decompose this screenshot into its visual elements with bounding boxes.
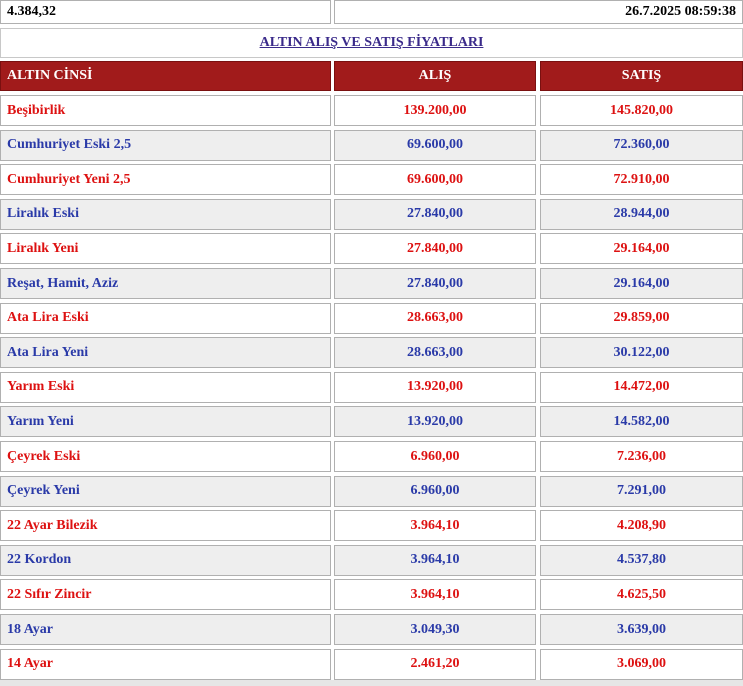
buy-price: 3.964,10 xyxy=(334,510,536,541)
sell-price: 29.859,00 xyxy=(540,303,743,334)
sell-price: 14.582,00 xyxy=(540,406,743,437)
sell-price: 3.069,00 xyxy=(540,649,743,680)
gold-type-name: Yarım Yeni xyxy=(0,406,331,437)
sell-price: 28.944,00 xyxy=(540,199,743,230)
top-left-value: 4.384,32 xyxy=(0,0,331,24)
gold-type-name: 22 Kordon xyxy=(0,545,331,576)
page-title xyxy=(0,28,743,58)
buy-price: 3.964,10 xyxy=(334,545,536,576)
sell-price: 30.122,00 xyxy=(540,337,743,368)
gold-type-name: Cumhuriyet Yeni 2,5 xyxy=(0,164,331,195)
header-buy: ALIŞ xyxy=(334,61,536,91)
buy-price: 3.964,10 xyxy=(334,579,536,610)
gold-type-name: Yarım Eski xyxy=(0,372,331,403)
gold-type-name: 18 Ayar xyxy=(0,614,331,645)
gold-type-name: Liralık Eski xyxy=(0,199,331,230)
buy-price: 28.663,00 xyxy=(334,337,536,368)
sell-price: 72.910,00 xyxy=(540,164,743,195)
buy-price: 27.840,00 xyxy=(334,233,536,264)
gold-type-name: Beşibirlik xyxy=(0,95,331,126)
gold-type-name: 14 Ayar xyxy=(0,649,331,680)
buy-price: 6.960,00 xyxy=(334,476,536,507)
sell-price: 29.164,00 xyxy=(540,233,743,264)
gold-type-name: Cumhuriyet Eski 2,5 xyxy=(0,130,331,161)
buy-price: 3.049,30 xyxy=(334,614,536,645)
buy-price: 13.920,00 xyxy=(334,406,536,437)
gold-type-name: 22 Ayar Bilezik xyxy=(0,510,331,541)
sell-price: 4.537,80 xyxy=(540,545,743,576)
sell-price: 7.291,00 xyxy=(540,476,743,507)
gold-type-name: Liralık Yeni xyxy=(0,233,331,264)
buy-price: 139.200,00 xyxy=(334,95,536,126)
sell-price: 7.236,00 xyxy=(540,441,743,472)
buy-price: 6.960,00 xyxy=(334,441,536,472)
buy-price: 27.840,00 xyxy=(334,268,536,299)
buy-price: 28.663,00 xyxy=(334,303,536,334)
header-gold-type: ALTIN CİNSİ xyxy=(0,61,331,91)
buy-price: 27.840,00 xyxy=(334,199,536,230)
sell-price: 4.208,90 xyxy=(540,510,743,541)
sell-price: 4.625,50 xyxy=(540,579,743,610)
title-link[interactable]: ALTIN ALIŞ VE SATIŞ FİYATLARI xyxy=(259,35,484,50)
next-row-edge xyxy=(0,680,743,686)
timestamp: 26.7.2025 08:59:38 xyxy=(334,0,743,24)
gold-type-name: Çeyrek Yeni xyxy=(0,476,331,507)
sell-price: 14.472,00 xyxy=(540,372,743,403)
buy-price: 69.600,00 xyxy=(334,164,536,195)
gold-type-name: Ata Lira Eski xyxy=(0,303,331,334)
sell-price: 72.360,00 xyxy=(540,130,743,161)
gold-type-name: 22 Sıfır Zincir xyxy=(0,579,331,610)
buy-price: 69.600,00 xyxy=(334,130,536,161)
gold-type-name: Çeyrek Eski xyxy=(0,441,331,472)
sell-price: 29.164,00 xyxy=(540,268,743,299)
buy-price: 13.920,00 xyxy=(334,372,536,403)
gold-type-name: Reşat, Hamit, Aziz xyxy=(0,268,331,299)
sell-price: 3.639,00 xyxy=(540,614,743,645)
header-sell: SATIŞ xyxy=(540,61,743,91)
gold-type-name: Ata Lira Yeni xyxy=(0,337,331,368)
sell-price: 145.820,00 xyxy=(540,95,743,126)
buy-price: 2.461,20 xyxy=(334,649,536,680)
